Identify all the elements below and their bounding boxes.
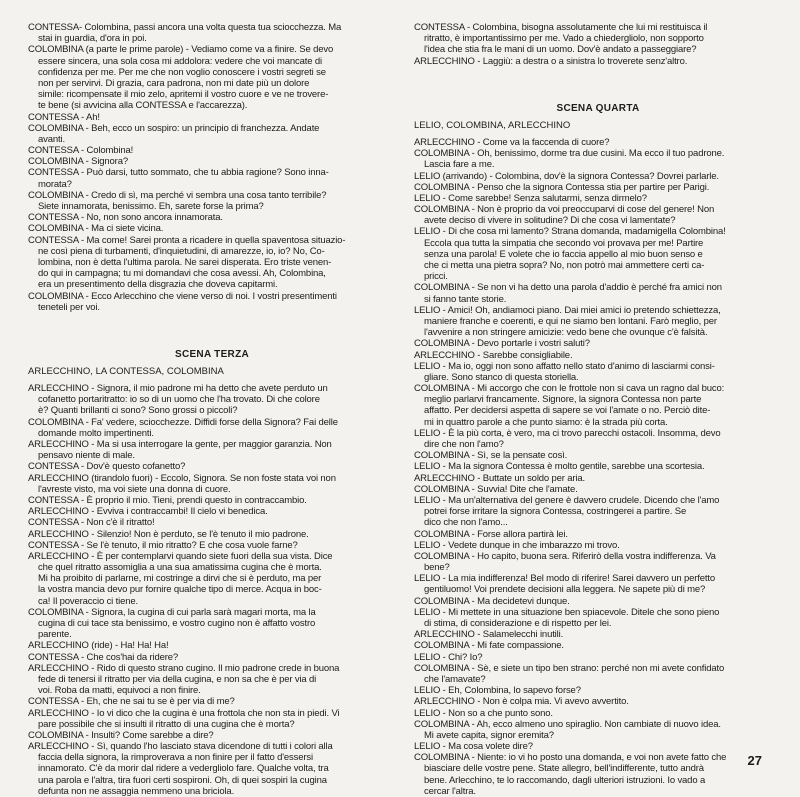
text-line: COLOMBINA - Devo portarle i vostri saluti? <box>414 338 590 350</box>
text-line: ARLECCHINO - Signora, il mio padrone mi ha detto che avete perduto un <box>28 383 328 395</box>
text-line: LELIO - Ma cosa volete dire? <box>414 741 533 753</box>
text-line: ARLECCHINO - Sarebbe consigliabile. <box>414 349 573 361</box>
text-line: che ci metta una pietra sopra? No, non potrò mai ammettere certi ca- <box>424 260 705 272</box>
text-line: CONTESSA - Dov'è questo cofanetto? <box>28 461 186 473</box>
text-line: ARLECCHINO - Evviva i contraccambi! Il cielo vi benedica. <box>28 506 268 518</box>
text-line: LELIO - Eh, Colombina, lo sapevo forse? <box>414 685 581 697</box>
text-line: ritratto, è importantissimo per me. Vado a chiedergliolo, non sopporto <box>424 33 704 45</box>
text-line: LELIO - Ma un'alternativa del genere è davvero crudele. Dicendo che l'amo <box>414 494 720 506</box>
text-line: LELIO - Vedete dunque in che imbarazzo mi trovo. <box>414 539 620 551</box>
text-line: essere sincera, una sola cosa mi addolora: vedere che voi mancate di <box>38 55 322 67</box>
text-line: fede di tenersi il ritratto per via della cugina, e non sa che è per via di <box>38 673 317 685</box>
text-line: parente. <box>38 629 72 641</box>
cast-list-quarta: LELIO, COLOMBINA, ARLECCHINO <box>414 119 571 131</box>
text-line: CONTESSA - Ah! <box>28 111 100 123</box>
text-line: senza una parola! E volete che io faccia appello al mio buon senso e <box>424 248 703 260</box>
text-line: di stima, di considerazione e di rispetto per lei. <box>424 618 612 630</box>
text-line: confidenza per me. Per me che non voglio conoscere i vostri segreti se <box>38 66 326 78</box>
text-line: Eccola qua tutta la simpatia che secondo voi provava per me! Partire <box>424 237 704 249</box>
text-line: una parola e l'altra, tira fuori certi sospironi. Oh, di quei sospiri la cugina <box>38 774 327 786</box>
text-line: LELIO - Non so a che punto sono. <box>414 707 553 719</box>
text-line: Mi ha proibito di parlarne, mi costringe a dirvi che si è perduto, ma per <box>38 573 322 585</box>
text-line: ARLECCHINO - Ma si usa interrogare la gente, per maggior garanzia. Non <box>28 439 332 451</box>
text-line: pricci. <box>424 271 448 283</box>
text-line: lombina, non è detta l'ultima parola. Ne sarei disperata. Ero triste venen- <box>38 256 332 268</box>
text-line: CONTESSA - Non c'è il ritratto! <box>28 517 155 529</box>
text-line: innamorato. C'è da morir dal ridere a vedergliolo fare. Qualche volta, tra <box>38 763 329 775</box>
text-line: ARLECCHINO - Rido di questo strano cugino. Il mio padrone crede in buona <box>28 662 340 674</box>
text-line: pensavo niente di male. <box>38 450 135 462</box>
text-line: CONTESSA - È proprio il mio. Tieni, prendi questo in contraccambio. <box>28 494 307 506</box>
text-line: ARLECCHINO - Io vi dico che la cugina è una frottola che non sta in piedi. Vi <box>28 707 340 719</box>
right-column <box>414 22 782 797</box>
text-line: ARLECCHINO - Come va la faccenda di cuore? <box>414 136 610 148</box>
text-line: ARLECCHINO - Sì, quando l'ho lasciato stava dicendone di tutti i colori alla <box>28 741 333 753</box>
text-line: COLOMBINA (a parte le prime parole) - Vediamo come va a finire. Se devo <box>28 44 334 56</box>
text-line: LELIO - Mi mettete in una situazione ben spiacevole. Ditele che sono pieno <box>414 606 720 618</box>
text-line: LELIO - Ma la signora Contessa è molto gentile, sarebbe una scortesia. <box>414 461 705 473</box>
text-line: meglio parlarvi francamente. Signore, la signora Contessa non parte <box>424 394 702 406</box>
scene-quarta-dialogue <box>414 137 782 797</box>
text-line: CONTESSA - Eh, che ne sai tu se è per via di me? <box>28 696 235 708</box>
text-line: bene? <box>424 562 450 574</box>
text-line: COLOMBINA - Fa' vedere, sciocchezze. Diffidi forse della Signora? Fai delle <box>28 416 338 428</box>
text-line: morata? <box>38 178 72 190</box>
text-line: ARLECCHINO - Non è colpa mia. Vi avevo avvertito. <box>414 696 629 708</box>
text-line: simile: ricompensate il mio zelo, apritemi il vostro cuore e ve ne trovere- <box>38 89 329 101</box>
left-column <box>28 22 396 797</box>
text-line: l'avvenire a non stringere amicizie: vedo bene che ovunque c'è falsità. <box>424 327 708 339</box>
right-top-dialogue <box>414 22 782 67</box>
text-line: COLOMBINA - Signora? <box>28 156 128 168</box>
text-line: CONTESSA - Colombina, bisogna assolutamente che lui mi restituisca il <box>414 22 708 33</box>
text-line: pare possibile che si insulti il ritratto di una cugina che è morta? <box>38 718 295 730</box>
text-line: maniere franche e coerenti, e qui ne siamo ben lontani. Farò meglio, per <box>424 315 717 327</box>
text-line: LELIO - Ma io, oggi non sono affatto nello stato d'animo di lasciarmi consi- <box>414 360 715 372</box>
text-line: che l'amavate? <box>424 673 486 685</box>
text-line: affatto. Per decidersi aspetta di sapere se voi l'amate o no. Perciò dite- <box>424 405 711 417</box>
text-line: COLOMBINA - Ah, ecco almeno uno spiraglio. Non cambiate di nuovo idea. <box>414 718 721 730</box>
text-line: stai in guardia, d'ora in poi. <box>38 33 147 45</box>
text-line: si fanno tante storie. <box>424 293 507 305</box>
text-line: ARLECCHINO - Salamelecchi inutili. <box>414 629 564 641</box>
text-line: ARLECCHINO (tirandolo fuori) - Eccolo, Signora. Se non foste stata voi non <box>28 472 336 484</box>
text-line: LELIO - Di che cosa mi lamento? Strana domanda, madamigella Colombina! <box>414 226 726 238</box>
text-line: CONTESSA - Se l'è tenuto, il mio ritratto? E che cosa vuole farne? <box>28 539 298 551</box>
text-line: COLOMBINA - Credo di sì, ma perché vi sembra una cosa tanto terribile? <box>28 189 327 201</box>
text-line: Siete innamorata, benissimo. Eh, sarete forse la prima? <box>38 201 264 212</box>
text-line: non per servirvi. Di grazia, cara padrona, non mi date più un dolore <box>38 77 310 89</box>
text-line: cercar l'altra. <box>424 785 476 797</box>
scene-heading-terza: SCENA TERZA <box>174 348 250 360</box>
left-top-dialogue <box>28 22 396 313</box>
text-line: LELIO - È la più corta, è vero, ma ci trovo parecchi ostacoli. Insomma, devo <box>414 427 721 439</box>
text-line: COLOMBINA - Oh, benissimo, dorme tra due cusini. Ma ecco il tuo padrone. <box>414 148 725 160</box>
text-line: COLOMBINA - Ecco Arlecchino che viene verso di noi. I vostri presentimenti <box>28 290 337 302</box>
cast-list-terza: ARLECCHINO, LA CONTESSA, COLOMBINA <box>28 365 224 377</box>
section-gap <box>28 313 396 343</box>
text-line: ARLECCHINO - Silenzio! Non è perduto, se l'è tenuto il mio padrone. <box>28 528 309 540</box>
text-line: CONTESSA- Colombina, passi ancora una volta questa tua sciocchezza. Ma <box>28 22 342 33</box>
text-line: defunta non ne assaggia nemmeno una briciola. <box>38 785 235 797</box>
text-line: COLOMBINA - Beh, ecco un sospiro: un principio di franchezza. Andate <box>28 122 320 134</box>
text-line: voi. Roba da matti, equivoci a non finire. <box>38 685 201 697</box>
text-line: Mi avete capita, signor eremita? <box>424 729 554 741</box>
text-line: COLOMBINA - Signora, la cugina di cui parla sarà magari morta, ma la <box>28 606 316 618</box>
text-line: COLOMBINA - Penso che la signora Contessa stia per partire per Parigi. <box>414 181 710 193</box>
text-line: l'avreste visto, ma voi siete una donna di cuore. <box>38 483 231 495</box>
text-line: ARLECCHINO - Laggiù: a destra o a sinistra lo troverete senz'altro. <box>414 55 688 67</box>
text-line: COLOMBINA - Forse allora partirà lei. <box>414 528 568 540</box>
page-number: 27 <box>747 753 762 768</box>
text-line: COLOMBINA - Ma ci siete vicina. <box>28 223 164 235</box>
text-line: l'idea che stia fra le mani di un uomo. Dov'è andato a passeggiare? <box>424 44 697 56</box>
text-line: cugina di cui tace sta benissimo, e vostro cugino non è affatto vostro <box>38 618 316 630</box>
text-line: mi in quattro parole a che punto siamo: è la strada più corta. <box>424 416 668 428</box>
text-line: gentiluomo! Voi prendete decisioni alla leggera. Ne sapete più di me? <box>424 584 706 596</box>
text-line: LELIO - Chi? Io? <box>414 651 483 663</box>
text-line: CONTESSA - No, non sono ancora innamorata. <box>28 212 223 224</box>
text-line: te bene (si avvicina alla CONTESSA e l'accarezza). <box>38 100 248 112</box>
text-line: COLOMBINA - Ma decidetevi dunque. <box>414 595 570 607</box>
text-line: CONTESSA - Che cos'hai da ridere? <box>28 651 178 663</box>
text-line: CONTESSA - Colombina! <box>28 145 134 157</box>
text-line: cofanetto portaritratto: io so di un uomo che l'ha trovato. Di che colore <box>38 394 320 406</box>
text-line: CONTESSA - Ma come! Sarei pronta a ricadere in quella spaventosa situazio- <box>28 234 346 246</box>
text-line: avete deciso di vivere in solitudine? Di che cosa vi lamentate? <box>424 215 676 227</box>
text-line: dico che non l'amo... <box>424 517 508 529</box>
scene-terza-dialogue <box>28 383 396 797</box>
text-line: teneteli per voi. <box>38 301 100 313</box>
text-line: COLOMBINA - Suvvia! Dite che l'amate. <box>414 483 578 495</box>
text-line: LELIO - Amici! Oh, andiamoci piano. Dai miei amici io pretendo schiettezza, <box>414 304 721 316</box>
text-line: potrei forse irritare la signora Contessa, costringerei a partire. Se <box>424 506 687 518</box>
text-line: ARLECCHINO (ride) - Ha! Ha! Ha! <box>28 640 169 652</box>
text-line: COLOMBINA - Mi accorgo che con le frottole non si cava un ragno dal buco: <box>414 383 725 395</box>
text-line: domande molto impertinenti. <box>38 427 154 439</box>
scene-heading-quarta: SCENA QUARTA <box>556 102 640 114</box>
text-line: era un presentimento della disgrazia che doveva capitarmi. <box>38 279 278 291</box>
text-line: ARLECCHINO - Buttate un soldo per aria. <box>414 472 586 484</box>
text-line: COLOMBINA - Insulti? Come sarebbe a dire? <box>28 729 214 741</box>
section-gap <box>414 67 782 97</box>
text-line: COLOMBINA - Se non vi ha detto una parola d'addio è perché fra amici non <box>414 282 722 294</box>
text-line: COLOMBINA - Sì, se la pensate così. <box>414 450 568 462</box>
text-line: bene. Arlecchino, te lo raccomando, dagli ulteriori istruzioni. Io vado a <box>424 774 706 786</box>
text-line: che quel ritratto assomiglia a una sua amatissima cugina che è morta. <box>38 562 322 574</box>
text-line: ne così piena di turbamenti, d'inquietudini, di amarezze, io, io? No, Co- <box>38 245 325 257</box>
text-line: la vostra mancia devo pur fornire qualche tipo di merce. Acqua in boc- <box>38 584 322 596</box>
text-line: biasciare delle vostre pene. State allegro, bell'indifferente, tutto andrà <box>424 763 704 775</box>
text-line: dire che non l'amo? <box>424 439 504 451</box>
text-line: COLOMBINA - Mi fate compassione. <box>414 640 564 652</box>
text-line: Lascia fare a me. <box>424 159 495 171</box>
text-line: COLOMBINA - Non è proprio da voi preoccuparvi di cose del genere! Non <box>414 204 715 216</box>
text-line: faccia della signora, la rimproverava a non finire per il fatto d'essersi <box>38 752 313 764</box>
text-line: COLOMBINA - Sè, e siete un tipo ben strano: perché non mi avete confidato <box>414 662 725 674</box>
text-line: CONTESSA - Può darsi, tutto sommato, che tu abbia ragione? Sono inna- <box>28 167 329 179</box>
text-line: gliare. Sono stanco di questa storiella. <box>424 371 579 383</box>
text-line: ARLECCHINO - È per contemplarvi quando siete fuori della sua vista. Dice <box>28 550 333 562</box>
text-line: avanti. <box>38 133 65 145</box>
text-line: ca! Il poveraccio ci tiene. <box>38 595 138 607</box>
text-line: LELIO (arrivando) - Colombina, dov'è la signora Contessa? Dovrei parlarle. <box>414 170 719 182</box>
text-line: do qui in campagna; tu mi domandavi che cosa avessi. Ah, Colombina, <box>38 268 326 280</box>
text-line: LELIO - La mia indifferenza! Bel modo di riferire! Sarei davvero un perfetto <box>414 573 716 585</box>
text-line: LELIO - Come sarebbe! Senza salutarmi, senza dirmelo? <box>414 192 647 204</box>
text-line: è? Quanti brillanti ci sono? Sono grossi o piccoli? <box>38 405 238 417</box>
text-line: COLOMBINA - Niente: io vi ho posto una domanda, e voi non avete fatto che <box>414 752 727 764</box>
text-line: COLOMBINA - Ho capito, buona sera. Riferirò della vostra indifferenza. Va <box>414 550 716 562</box>
